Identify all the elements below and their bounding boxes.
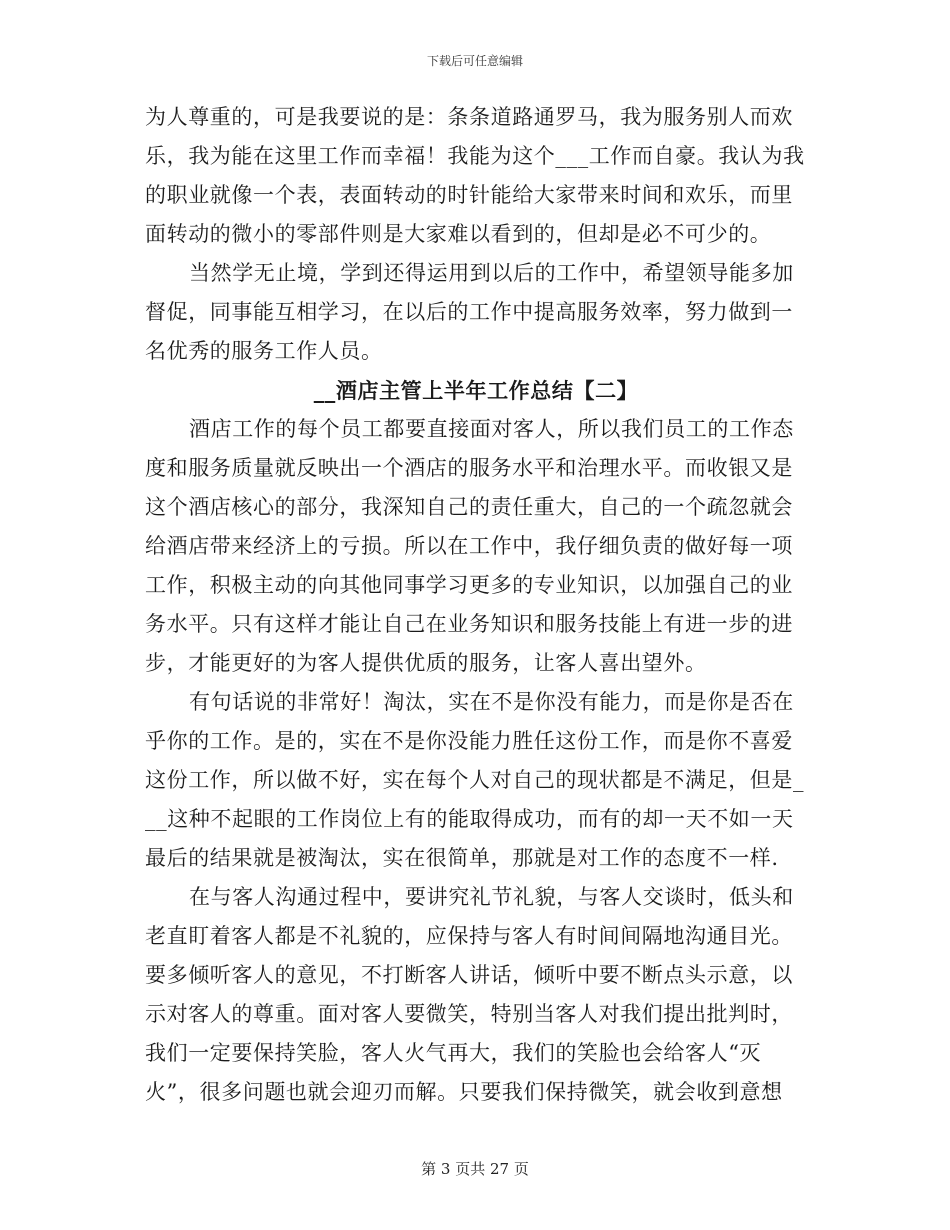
paragraph-start-line: 当然学无止境，学到还得运用到以后的工作中，希望领导能多加 <box>189 261 794 285</box>
paragraph-start-line: 在与客人沟通过程中，要讲究礼节礼貌，与客人交谈时，低头和 <box>189 885 794 909</box>
body-line: 乐，我为能在这里工作而幸福！我能为这个___工作而自豪。我认为我 <box>145 144 805 168</box>
page-header-note: 下载后可任意编辑 <box>426 54 523 68</box>
document-body <box>145 98 807 1112</box>
body-line: 为人尊重的，可是我要说的是：条条道路通罗马，我为服务别人而欢 <box>145 105 793 129</box>
body-line: 这份工作，所以做不好，实在每个人对自己的现状都是不满足，但是_ <box>145 768 805 792</box>
body-line: 我们一定要保持笑脸，客人火气再大，我们的笑脸也会给客人“灭 <box>145 1041 762 1065</box>
body-line: 给酒店带来经济上的亏损。所以在工作中，我仔细负责的做好每一项 <box>145 534 793 558</box>
body-line: 度和服务质量就反映出一个酒店的服务水平和治理水平。而收银又是 <box>145 456 793 480</box>
body-line: 要多倾听客人的意见，不打断客人讲话，倾听中要不断点头示意，以 <box>145 963 793 987</box>
body-line: 的职业就像一个表，表面转动的时针能给大家带来时间和欢乐，而里 <box>145 183 793 207</box>
body-line: 名优秀的服务工作人员。 <box>145 339 383 363</box>
body-line: 督促，同事能互相学习，在以后的工作中提高服务效率，努力做到一 <box>145 300 793 324</box>
body-line: 步，才能更好的为客人提供优质的服务，让客人喜出望外。 <box>145 651 707 675</box>
section-heading: __酒店主管上半年工作总结【二】 <box>313 378 639 403</box>
body-line: 火”，很多问题也就会迎刃而解。只要我们保持微笑，就会收到意想 <box>145 1080 783 1104</box>
body-line: __这种不起眼的工作岗位上有的能取得成功，而有的却一天不如一天 <box>145 807 794 831</box>
page-number-footer: 第 3 页共 27 页 <box>421 1160 529 1178</box>
body-line: 最后的结果就是被淘汰，实在很简单，那就是对工作的态度不一样. <box>145 846 779 870</box>
body-line: 面转动的微小的零部件则是大家难以看到的，但却是必不可少的。 <box>145 222 772 246</box>
body-line: 工作，积极主动的向其他同事学习更多的专业知识，以加强自己的业 <box>145 573 793 597</box>
paragraph-start-line: 有句话说的非常好！淘汰，实在不是你没有能力，而是你是否在 <box>189 690 794 714</box>
paragraph-start-line: 酒店工作的每个员工都要直接面对客人，所以我们员工的工作态 <box>189 417 794 441</box>
body-line: 这个酒店核心的部分，我深知自己的责任重大，自己的一个疏忽就会 <box>145 495 793 519</box>
body-line: 老直盯着客人都是不礼貌的，应保持与客人有时间间隔地沟通目光。 <box>145 924 793 948</box>
body-line: 乎你的工作。是的，实在不是你没能力胜任这份工作，而是你不喜爱 <box>145 729 793 753</box>
body-line: 务水平。只有这样才能让自己在业务知识和服务技能上有进一步的进 <box>145 612 793 636</box>
body-line: 示对客人的尊重。面对客人要微笑，特别当客人对我们提出批判时， <box>145 1002 793 1026</box>
